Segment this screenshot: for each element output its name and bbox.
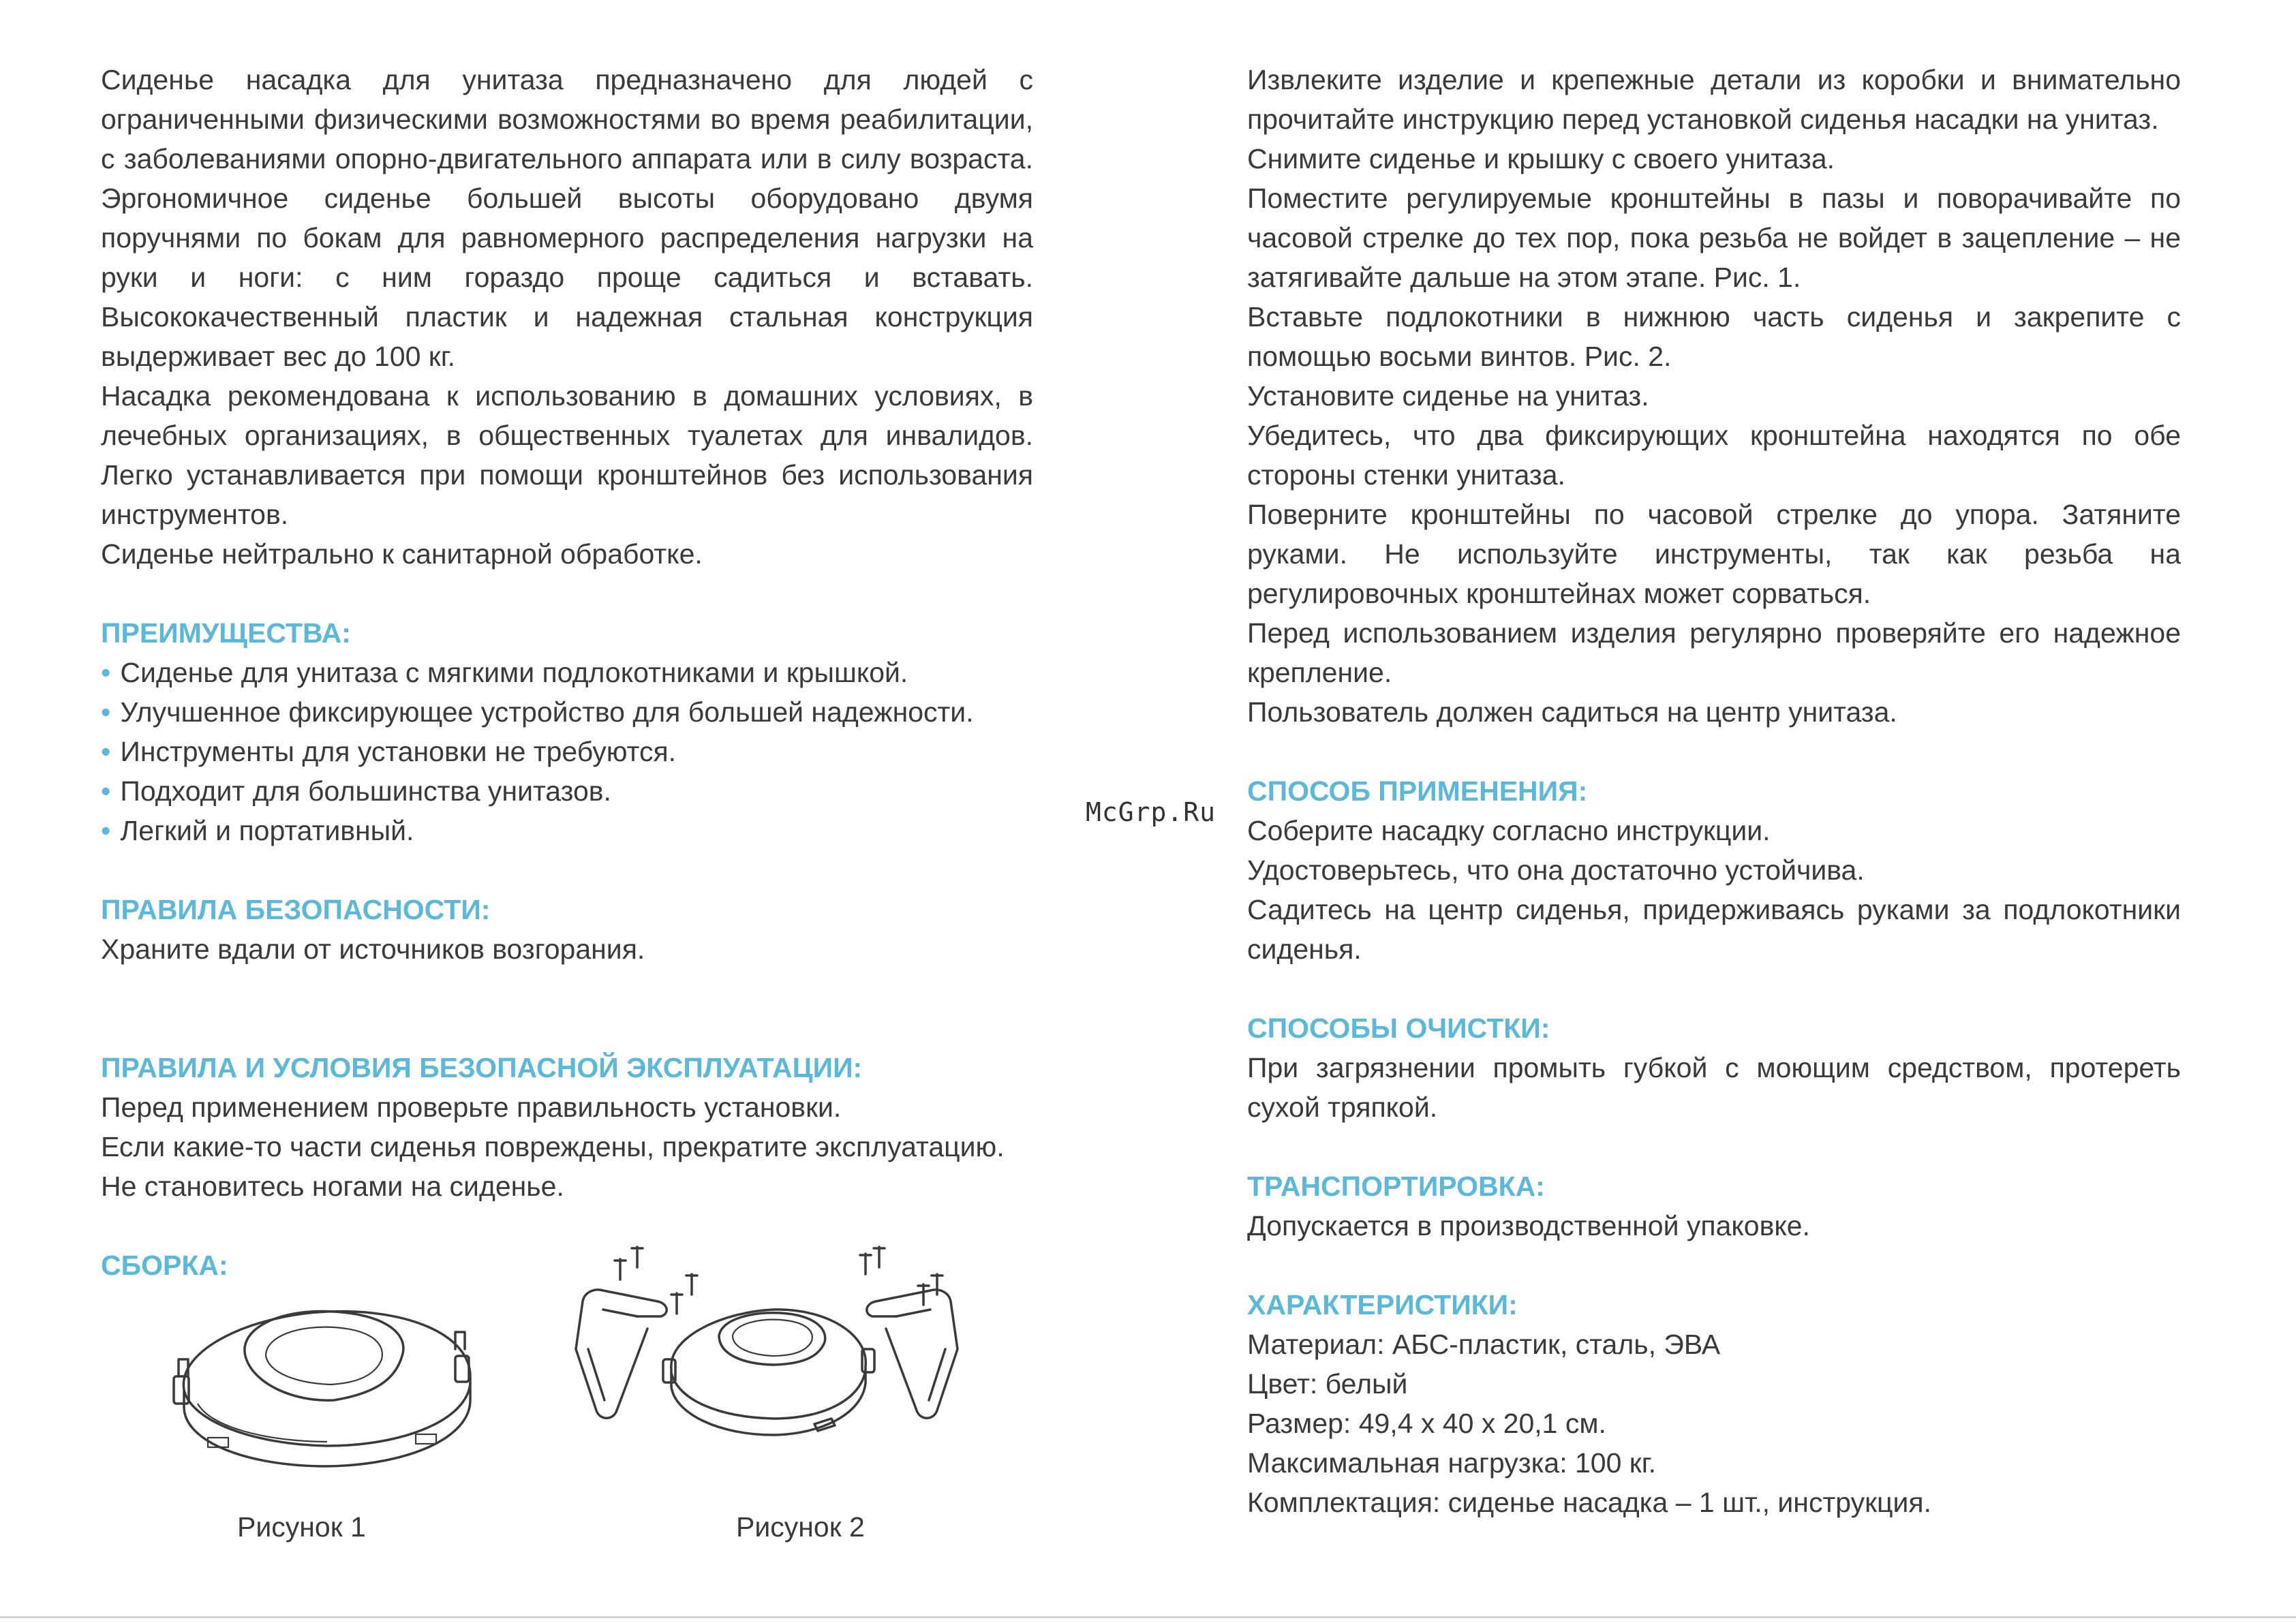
operation-heading: ПРАВИЛА И УСЛОВИЯ БЕЗОПАСНОЙ ЭКСПЛУАТАЦИИ: bbox=[101, 1052, 863, 1083]
list-item: • Легкий и портативный. bbox=[101, 815, 414, 846]
list-item: • Улучшенное фиксирующее устройство для большей надежности. bbox=[101, 696, 974, 728]
install-step: Вставьте подлокотники в нижнюю часть сиденья и закрепите с помощью восьми винтов. Рис. 2. bbox=[1247, 301, 2181, 372]
install-step: Установите сиденье на унитаз. bbox=[1247, 380, 1649, 412]
figure-2-caption: Рисунок 2 bbox=[736, 1511, 865, 1543]
safety-heading: ПРАВИЛА БЕЗОПАСНОСТИ: bbox=[101, 894, 491, 925]
intro-paragraph-2: Насадка рекомендована к использованию в домашних условиях, в лечебных организациях, в общественных туалетах для инвалидов. Легко устанавливается при помощи кронштейнов без использования инструментов. bbox=[101, 380, 1033, 530]
advantages-heading: ПРЕИМУЩЕСТВА: bbox=[101, 617, 351, 649]
figure-1-seat-illustration bbox=[170, 1281, 484, 1479]
install-step: Перед использованием изделия регулярно проверяйте его надежное крепление. bbox=[1247, 617, 2181, 688]
bullet-icon: • bbox=[101, 696, 111, 728]
spec-line: Размер: 49,4 х 40 х 20,1 см. bbox=[1247, 1408, 1606, 1439]
specs-heading: ХАРАКТЕРИСТИКИ: bbox=[1247, 1289, 1518, 1320]
bullet-icon: • bbox=[101, 775, 111, 807]
install-step: Поверните кронштейны по часовой стрелке до упора. Затяните руками. Не используйте инструменты, так как резьба на регулировочных кронштейнах может сорваться. bbox=[1247, 499, 2181, 609]
install-step: Пользователь должен садиться на центр унитаза. bbox=[1247, 696, 1897, 728]
intro-paragraph-1: Сиденье насадка для унитаза предназначено для людей с ограниченными физическими возможностями во время реабилитации, с заболеваниями опорно-двигательного аппарата или в силу возраста. Эргономичное сиденье большей высоты оборудовано двумя поручнями по бокам для равномерного распределения нагрузки на руки и ноги: с ним гораздо проще садиться и вставать. Высококачественный пластик и надежная стальная конструкция выдерживает вес до 100 кг. bbox=[101, 64, 1033, 372]
list-item: • Инструменты для установки не требуются. bbox=[101, 736, 677, 767]
install-step: Поместите регулируемые кронштейны в пазы и поворачивайте по часовой стрелке до тех пор, пока резьба не войдет в зацепление – не затягивайте дальше на этом этапе. Рис. 1. bbox=[1247, 183, 2181, 293]
left-column bbox=[101, 60, 1033, 1285]
install-step: Убедитесь, что два фиксирующих кронштейна находятся по обе стороны стенки унитаза. bbox=[1247, 420, 2181, 491]
bottom-divider bbox=[0, 1616, 2296, 1618]
cleaning-heading: СПОСОБЫ ОЧИСТКИ: bbox=[1247, 1013, 1550, 1044]
figure-2-armrest-illustration bbox=[555, 1233, 978, 1492]
usage-line: Соберите насадку согласно инструкции. bbox=[1247, 815, 1771, 846]
figure-1-caption: Рисунок 1 bbox=[237, 1511, 366, 1543]
spec-line: Цвет: белый bbox=[1247, 1368, 1408, 1400]
usage-heading: СПОСОБ ПРИМЕНЕНИЯ: bbox=[1247, 775, 1588, 807]
transport-heading: ТРАНСПОРТИРОВКА: bbox=[1247, 1171, 1545, 1202]
install-step: Снимите сиденье и крышку с своего унитаза. bbox=[1247, 143, 1835, 174]
watermark: McGrp.Ru bbox=[1086, 797, 1216, 827]
spec-line: Максимальная нагрузка: 100 кг. bbox=[1247, 1447, 1657, 1479]
assembly-heading: СБОРКА: bbox=[101, 1250, 228, 1281]
cleaning-text: При загрязнении промыть губкой с моющим средством, протереть сухой тряпкой. bbox=[1247, 1052, 2181, 1123]
list-item: • Подходит для большинства унитазов. bbox=[101, 775, 611, 807]
usage-line: Садитесь на центр сиденья, придерживаясь руками за подлокотники сиденья. bbox=[1247, 894, 2181, 965]
spec-line: Материал: АБС-пластик, сталь, ЭВА bbox=[1247, 1329, 1721, 1360]
operation-line: Не становитесь ногами на сиденье. bbox=[101, 1171, 564, 1202]
right-column bbox=[1247, 60, 2181, 1522]
safety-text: Храните вдали от источников возгорания. bbox=[101, 933, 645, 965]
list-item: • Сиденье для унитаза с мягкими подлокотниками и крышкой. bbox=[101, 657, 908, 688]
spec-line: Комплектация: сиденье насадка – 1 шт., инструкция. bbox=[1247, 1487, 1931, 1518]
bullet-icon: • bbox=[101, 815, 111, 846]
advantages-list bbox=[101, 653, 1033, 850]
bullet-icon: • bbox=[101, 657, 111, 688]
operation-line: Перед применением проверьте правильность установки. bbox=[101, 1092, 842, 1123]
intro-paragraph-3: Сиденье нейтрально к санитарной обработке. bbox=[101, 538, 703, 570]
install-step: Извлеките изделие и крепежные детали из коробки и внимательно прочитайте инструкцию перед установкой сиденья насадки на унитаз. bbox=[1247, 64, 2181, 135]
usage-line: Удостоверьтесь, что она достаточно устойчива. bbox=[1247, 854, 1865, 886]
transport-text: Допускается в производственной упаковке. bbox=[1247, 1210, 1810, 1241]
bullet-icon: • bbox=[101, 736, 111, 767]
operation-line: Если какие-то части сиденья повреждены, прекратите эксплуатацию. bbox=[101, 1131, 1005, 1162]
